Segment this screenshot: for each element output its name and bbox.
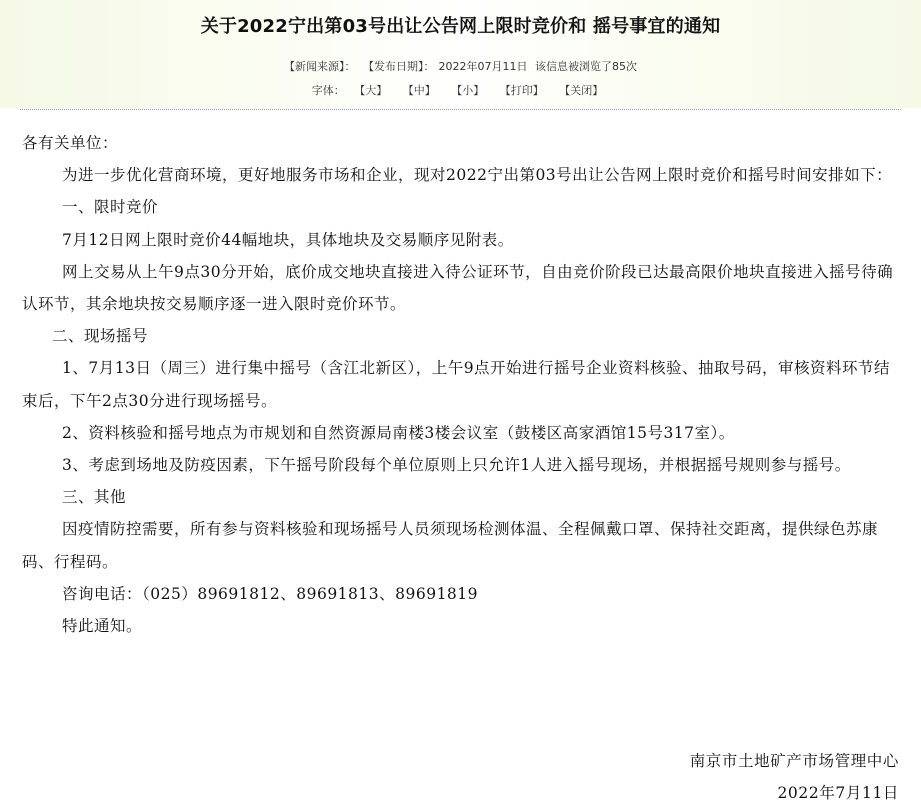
- close-button[interactable]: 【关闭】: [559, 84, 604, 97]
- signature-block: [690, 745, 899, 809]
- news-source-label: 【新闻来源】：: [284, 60, 356, 73]
- greeting: 各有关单位：: [22, 134, 119, 152]
- section-heading: 一、限时竞价: [62, 198, 159, 217]
- paragraph: 1、7月13日（周三）进行集中摇号（含江北新区），上午9点开始进行摇号企业资料核验、抽取号码，审核资料环节结束后，下午2点30分进行现场摇号。: [22, 359, 891, 410]
- intro-paragraph: 为进一步优化营商环境，更好地服务市场和企业，现对2022宁出第03号出让公告网上限时竞价和摇号时间安排如下：: [62, 166, 893, 185]
- section-heading: 二、现场摇号: [52, 327, 149, 346]
- section-heading: 三、其他: [62, 488, 127, 507]
- view-count: 该信息被浏览了85次: [535, 60, 637, 73]
- issuing-organization: 南京市土地矿产市场管理中心: [689, 752, 899, 770]
- article-meta: [0, 58, 921, 74]
- font-large-button[interactable]: 【大】: [354, 84, 388, 97]
- paragraph: 3、考虑到场地及防疫因素，下午摇号阶段每个单位原则上只允许1人进入摇号现场，并根据摇号规则参与摇号。: [62, 456, 851, 475]
- paragraph: 7月12日网上限时竞价44幅地块，具体地块及交易顺序见附表。: [62, 230, 514, 249]
- issue-date: 2022年7月11日: [777, 784, 899, 802]
- contact-phone: 咨询电话：（025）89691812、89691813、89691819: [62, 584, 479, 603]
- divider: [20, 109, 901, 110]
- page-title: 关于2022宁出第03号出让公告网上限时竞价和 摇号事宜的通知: [200, 16, 721, 37]
- font-small-button[interactable]: 【小】: [451, 84, 485, 97]
- print-button[interactable]: 【打印】: [499, 84, 544, 97]
- article-body: [22, 127, 902, 642]
- publish-date-label: 【发布日期】：: [363, 60, 435, 73]
- publish-date-value: 2022年07月11日: [438, 60, 528, 73]
- article-toolbar: [0, 82, 921, 98]
- font-size-label: 字体：: [311, 84, 345, 97]
- paragraph: 网上交易从上午9点30分开始，底价成交地块直接进入待公证环节，自由竞价阶段已达最高限价地块直接进入摇号待确认环节，其余地块按交易顺序逐一进入限时竞价环节。: [22, 262, 894, 314]
- paragraph: 2、资料核验和摇号地点为市规划和自然资源局南楼3楼会议室（鼓楼区高家酒馆15号317室）。: [62, 423, 735, 442]
- closing-line: 特此通知。: [62, 617, 143, 636]
- font-medium-button[interactable]: 【中】: [402, 84, 436, 97]
- paragraph: 因疫情防控需要，所有参与资料核验和现场摇号人员须现场检测体温、全程佩戴口罩、保持社交距离，提供绿色苏康码、行程码。: [22, 520, 879, 571]
